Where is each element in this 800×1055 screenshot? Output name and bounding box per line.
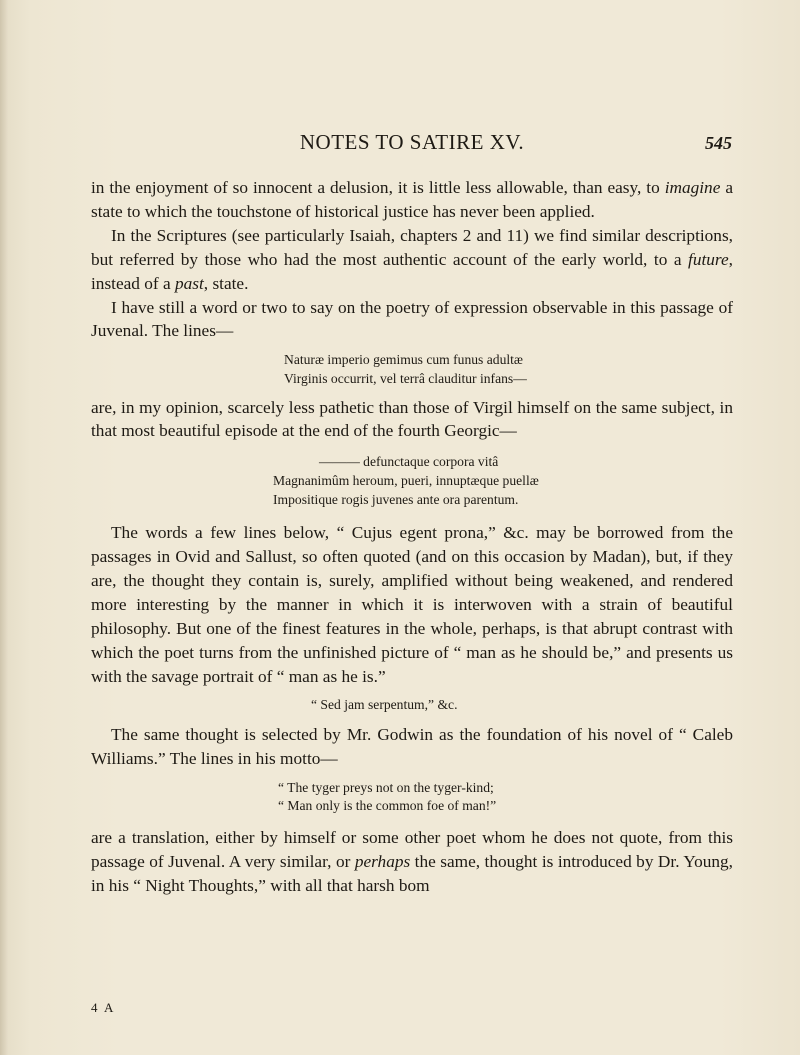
motto-quote (278, 779, 733, 816)
quote-line: Virginis occurrit, vel terrâ clauditur infans— (284, 370, 527, 386)
quote-line: “ Man only is the common foe of man!” (278, 798, 497, 814)
quote-line: Naturæ imperio gemimus cum funus adultæ (284, 352, 523, 368)
latin-quote-juvenal (284, 351, 733, 388)
body-text (91, 176, 733, 898)
page-number: 545 (705, 133, 732, 153)
paragraph-4: are, in my opinion, scarcely less pathetic than those of Virgil himself on the same subject, in that most beautiful episode at the end of the fourth Georgic— (91, 397, 733, 441)
paragraph-1: in the enjoyment of so innocent a delusion, it is little less allowable, than easy, to imagine a state to which the touchstone of historical justice has never been applied. (91, 178, 733, 221)
paragraph-5: The words a few lines below, “ Cujus egent prona,” &c. may be borrowed from the passages in Ovid and Sallust, so often quoted (and on this occasion by Madan), but, if they are, the thought they contain is, surely, amplified without being weakened, and rendered more interesting by the manner in which it is interwoven with a strain of beautiful philosophy. But one of the finest features in the whole, perhaps, is that abrupt contrast with which the poet turns from the unfinished picture of “ man as he should be,” and presents us with the savage portrait of “ man as he is.” (91, 523, 733, 686)
quote-line: Impositique rogis juvenes ante ora parentum. (273, 491, 519, 507)
latin-quote-serpentum (311, 696, 733, 715)
paragraph-2: In the Scriptures (see particularly Isaiah, chapters 2 and 11) we find similar descriptions, but referred by those who had the most authentic account of the early world, to a future, instead of a past, state. (91, 225, 733, 293)
quote-line: “ Sed jam serpentum,” &c. (311, 697, 458, 713)
page-header (92, 130, 732, 154)
quote-line: ——— defunctaque corpora vitâ (319, 454, 499, 470)
paragraph-7: are a translation, either by himself or some other poet whom he does not quote, from this passage of Juvenal. A very similar, or perhaps the same, thought is introduced by Dr. Young, in his “ Night Thoughts,” with all that harsh bom (91, 828, 733, 895)
running-title: NOTES TO SATIRE XV. (299, 130, 525, 154)
paragraph-3: I have still a word or two to say on the poetry of expression observable in this passage of Juvenal. The lines— (91, 297, 733, 341)
page-edge-shadow (0, 0, 8, 1055)
latin-quote-virgil (273, 453, 733, 509)
quote-line: Magnanimûm heroum, pueri, innuptæque puellæ (273, 472, 539, 488)
signature-mark: 4 A (91, 1000, 116, 1015)
quote-line: “ The tyger preys not on the tyger-kind; (278, 779, 494, 795)
paragraph-6: The same thought is selected by Mr. Godwin as the foundation of his novel of “ Caleb Williams.” The lines in his motto— (91, 725, 733, 768)
